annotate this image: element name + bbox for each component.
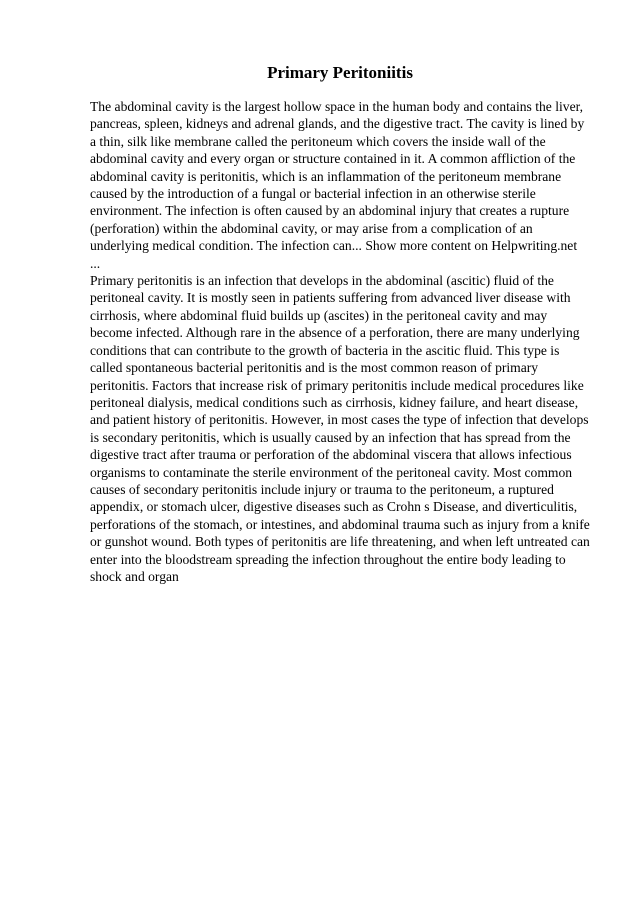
document-page xyxy=(90,62,590,585)
document-title: Primary Peritoniitis xyxy=(267,63,413,82)
paragraph-primary-peritonitis: Primary peritonitis is an infection that develops in the abdominal (ascitic) fluid of the peritoneal cavity. It is mostly seen in patients suffering from advanced liver disease with cirrhosis, where abdominal fluid builds up (ascites) in the peritoneal cavity and may become infected. Although rare in the absence of a perforation, there are many underlying conditions that can contribute to the growth of bacteria in the ascitic fluid. This type is called spontaneous bacterial peritonitis and is the most common reason of primary peritonitis. Factors that increase risk of primary peritonitis include medical procedures like peritoneal dialysis, medical conditions such as cirrhosis, kidney failure, and heart disease, and patient history of peritonitis. However, in most cases the type of infection that develops is secondary peritonitis, which is usually caused by an infection that has spread from the digestive tract after trauma or perforation of the abdominal viscera that allows infectious organisms to contaminate the sterile environment of the peritoneal cavity. Most common causes of secondary peritonitis include injury or trauma to the peritoneum, a ruptured appendix, or stomach ulcer, digestive diseases such as Crohn s Disease, and diverticulitis, perforations of the stomach, or intestines, and abdominal trauma such as injury from a knife or gunshot wound. Both types of peritonitis are life threatening, and when left untreated can enter into the bloodstream spreading the infection throughout the entire body leading to shock and organ xyxy=(90,273,590,584)
paragraph-intro: The abdominal cavity is the largest hollow space in the human body and contains the liver, pancreas, spleen, kidneys and adrenal glands, and the digestive tract. The cavity is lined by a thin, silk like membrane called the peritoneum which covers the inside wall of the abdominal cavity and every organ or structure contained in it. A common affliction of the abdominal cavity is peritonitis, which is an inflammation of the peritoneum membrane caused by the introduction of a fungal or bacterial infection in an otherwise sterile environment. The infection is often caused by an abdominal injury that creates a rupture (perforation) within the abdominal cavity, or may arise from a complication of an underlying medical condition. The infection can... Show more content on Helpwriting.net ... xyxy=(90,99,585,271)
